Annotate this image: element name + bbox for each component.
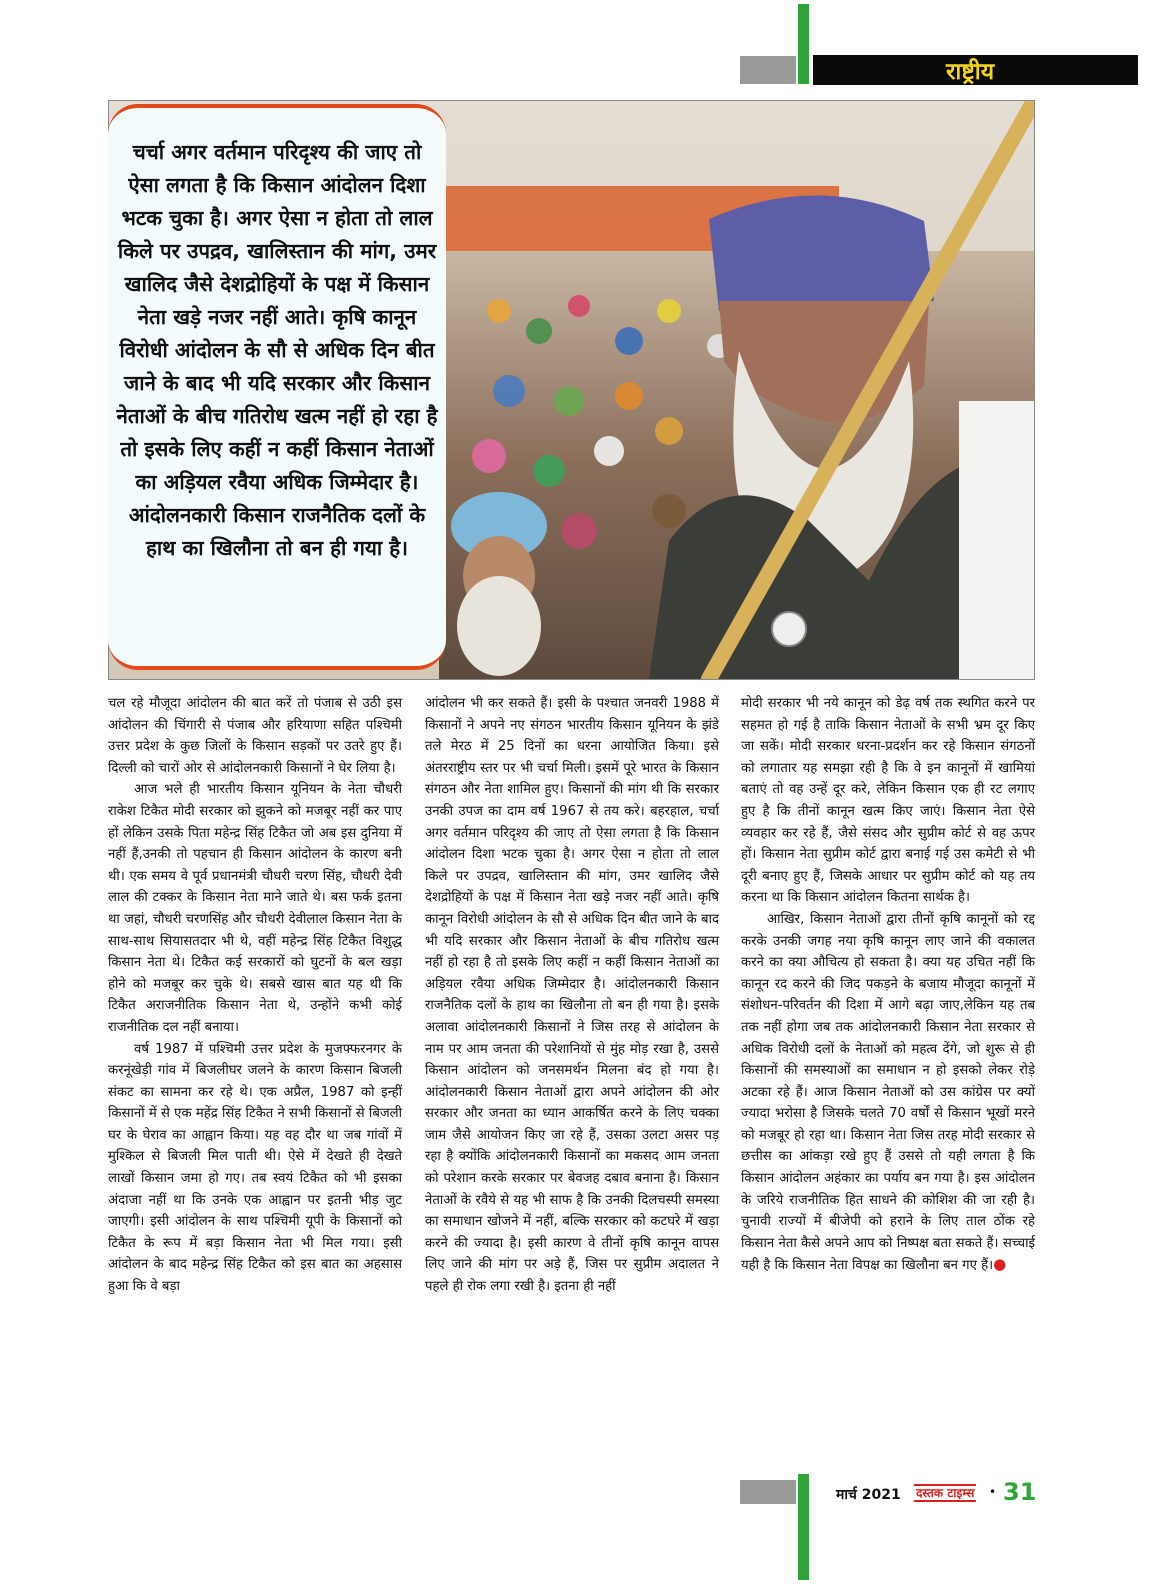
magazine-name: दस्तक टाइम्स [916,1486,975,1500]
footer-grey-block [740,1480,796,1504]
header-grey-block [740,56,796,84]
article-column-2 [425,693,719,1298]
article-column-3 [741,693,1035,1277]
footer-green-bar [798,1474,809,1580]
article-paragraph: आंदोलन भी कर सकते हैं। इसी के पश्चात जनवरी 1988 में किसानों ने अपने नए संगठन भारतीय किसान यूनियन के झंडे तले मेरठ में 25 दिनों का धरना आयोजित किया। इसे अंतरराष्ट्रीय स्तर पर भी चर्चा मिली। इसमें पूरे भारत के किसान संगठन और नेता शामिल हुए। किसानों की मांग थी कि सरकार उनकी उपज का दाम वर्ष 1967 से तय करे। बहरहाल, चर्चा अगर वर्तमान परिदृश्य की जाए तो ऐसा लगता है कि किसान आंदोलन दिशा भटक चुका है। अगर ऐसा न होता तो लाल किले पर उपद्रव, खालिस्तान की मांग, उमर खालिद जैसे देशद्रोहियों के पक्ष में किसान नेता खड़े नजर नहीं आते। कृषि कानून विरोधी आंदोलन के सौ से अधिक दिन बीत जाने के बाद भी यदि सरकार और किसान नेताओं के बीच गतिरोध खत्म नहीं हो रहा है तो इसके लिए कहीं न कहीं किसान नेताओं का अड़ियल रवैया अधिक जिम्मेदार है। आंदोलनकारी किसान राजनैतिक दलों के हाथ का खिलौना तो बन ही गया है। इसके अलावा आंदोलनकारी किसानों ने जिस तरह से आंदोलन के नाम पर आम जनता की परेशानियों से मुंह मोड़ रखा है, उससे किसान आंदोलन को जनसमर्थन मिलना बंद हो गया है। आंदोलनकारी किसान नेताओं द्वारा अपने आंदोलन की ओर सरकार और जनता का ध्यान आकर्षित करने के लिए चक्का जाम जैसे आयोजन किए जा रहे हैं, उसका उलटा असर पड़ रहा है क्योंकि आंदोलनकारी किसानों का मकसद आम जनता को परेशान करके सरकार पर बेवजह दबाव बनाना है। किसान नेताओं के रवैये से यह भी साफ है कि उनकी दिलचस्पी समस्या का समाधान खोजने में नहीं, बल्कि सरकार को कटघरे में खड़ा करने की ज्यादा है। इसी कारण वे तीनों कृषि कानून वापस लिए जाने की मांग पर अड़े हैं, जिस पर सुप्रीम अदालत ने पहले ही रोक लगा रखी है। इतना ही नहीं [425,696,719,1295]
page-number: 31 [1003,1478,1037,1506]
article-last-text: आखिर, किसान नेताओं द्वारा तीनों कृषि कानूनों को रद्द करके उनकी जगह नया कृषि कानून लाए जाने की वकालत करने का क्या औचित्य हो सकता है। क्या यह उचित नहीं कि कानून रद करने की जिद पकड़ने के बजाय मौजूदा कानूनों में संशोधन-परिवर्तन की दिशा में आगे बढ़ा जाए,लेकिन यह तब तक नहीं होगा जब तक आंदोलनकारी किसान नेता सरकार से अधिक विरोधी दलों के नेताओं को महत्व देंगे, जो शुरू से ही किसानों की समस्याओं का समाधान न हो इसको लेकर रोड़े अटका रहे हैं। आज किसान नेताओं को उस कांग्रेस पर क्यों ज्यादा भरोसा है जिसके चलते 70 वर्षों से किसान भूखों मरने को मजबूर हो रहा था। किसान नेता जिस तरह मोदी सरकार से छत्तीस का आंकड़ा रखे हुए हैं उससे तो यही लगता है कि किसान आंदोलन अहंकार का पर्याय बन गया है। इस आंदोलन के जरिये राजनीतिक हित साधने की कोशिश की जा रही है। चुनावी राज्यों में बीजेपी को हराने के लिए ताल ठोंक रहे किसान नेता कैसे अपने आप को निष्पक्ष बता सकते हैं। सच्चाई यही है कि किसान नेता विपक्ष का खिलौना बन गए हैं। [741,911,1035,1274]
pull-quote-text: चर्चा अगर वर्तमान परिदृश्य की जाए तो ऐसा लगता है कि किसान आंदोलन दिशा भटक चुका है। अगर ऐसा न होता तो लाल किले पर उपद्रव, खालिस्तान की मांग, उमर खालिद जैसे देशद्रोहियों के पक्ष में किसान नेता खड़े नजर नहीं आते। कृषि कानून विरोधी आंदोलन के सौ से अधिक दिन बीत जाने के बाद भी यदि सरकार और किसान नेताओं के बीच गतिरोध खत्म नहीं हो रहा है तो इसके लिए कहीं न कहीं किसान नेताओं का अड़ियल रवैया अधिक जिम्मेदार है। आंदोलनकारी किसान राजनैतिक दलों के हाथ का खिलौना तो बन ही गया है। [116,140,438,560]
end-mark-icon: ● [993,1255,1007,1274]
article-paragraph: चल रहे मौजूदा आंदोलन की बात करें तो पंजाब से उठी इस आंदोलन की चिंगारी से पंजाब और हरियाणा सहित पश्चिमी उत्तर प्रदेश के कुछ जिलों के किसान सड़कों पर उतरे हुए हैं। दिल्ली को चारों ओर से आंदोलनकारी किसानों ने घेर लिया है। [108,696,402,776]
article-paragraph: वर्ष 1987 में पश्चिमी उत्तर प्रदेश के मुजफ्फरनगर के करनूंखेड़ी गांव में बिजलीघर जलने के कारण किसान बिजली संकट का सामना कर रहे थे। एक अप्रैल, 1987 को इन्हीं किसानों में से एक महेंद्र सिंह टिकैत ने सभी किसानों से बिजली घर के घेराव का आह्वान किया। यह वह दौर था जब गांवों में मुश्किल से बिजली मिल पाती थी। ऐसे में देखते ही देखते लाखों किसान जमा हो गए। तब स्वयं टिकैत को भी इसका अंदाजा नहीं था कि उनके एक आह्वान पर इतनी भीड़ जुट जाएगी। इसी आंदोलन के साथ पश्चिमी यूपी के किसानों को टिकैत के रूप में बड़ा किसान नेता भी मिल गया। इसी आंदोलन के बाद महेन्द्र सिंह टिकैत को इस बात का अहसास हुआ कि वे बड़ा [108,1041,402,1295]
article-paragraph-last [741,909,1035,1277]
article-column-1 [108,693,402,1298]
article-paragraph: आज भले ही भारतीय किसान यूनियन के नेता चौधरी राकेश टिकैत मोदी सरकार को झुकने को मजबूर नहीं कर पाए हों लेकिन उसके पिता महेन्द्र सिंह टिकैत जो अब इस दुनिया में नहीं हैं,उनकी तो पहचान ही किसान आंदोलन के कारण बनी थी। एक समय वे पूर्व प्रधानमंत्री चौधरी चरण सिंह, चौधरी देवी लाल की टक्कर के किसान नेता माने जाते थे। बस फर्क इतना था जहां, चौधरी चरणसिंह और चौधरी देवीलाल किसान नेता के साथ-साथ सियासतदार भी थे, वहीं महेन्द्र सिंह टिकैत विशुद्ध किसान नेता थे। टिकैत कई सरकारों को घुटनों के बल खड़ा होने को मजबूर कर चुके थे। सबसे खास बात यह थी कि टिकैत अराजनीतिक किसान नेता थे, उन्होंने कभी कोई राजनीतिक दल नहीं बनाया। [108,782,402,1035]
issue-date: मार्च 2021 [836,1487,901,1503]
pull-quote-box [108,104,446,670]
section-label: राष्ट्रीय [945,59,995,85]
footer-separator: • [989,1485,997,1499]
header-green-bar [798,4,809,84]
article-paragraph: मोदी सरकार भी नये कानून को डेढ़ वर्ष तक स्थगित करने पर सहमत हो गई है ताकि किसान नेताओं के सभी भ्रम दूर किए जा सकें। मोदी सरकार धरना-प्रदर्शन कर रहे किसान संगठनों को लगातार यह समझा रही है कि वे इन कानूनों में खामियां बताएं तो वह उन्हें दूर करे, लेकिन किसान एक ही रट लगाए हुए है कि तीनों कानून खत्म किए जाएं। किसान नेता ऐसे व्यवहार कर रहे हैं, जैसे संसद और सुप्रीम कोर्ट से वह ऊपर हों। किसान नेता सुप्रीम कोर्ट द्वारा बनाई गई उस कमेटी से भी दूरी बनाए हुए हैं, जिसके आधार पर सुप्रीम कोर्ट को यह तय करना था कि किसान आंदोलन कितना सार्थक है। [741,696,1035,906]
